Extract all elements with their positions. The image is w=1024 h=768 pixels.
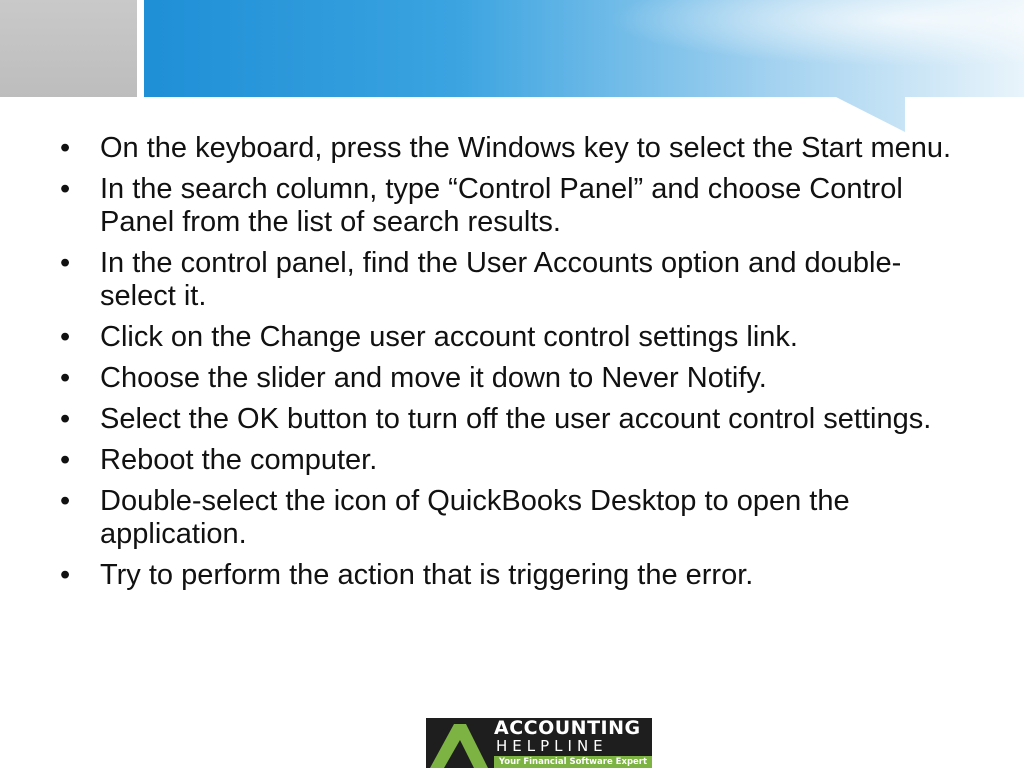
logo-tagline: Your Financial Software Expert [494,756,652,768]
bullet-item: • Choose the slider and move it down to Never Notify. [58,362,958,395]
logo-text-accounting: ACCOUNTING [494,718,641,739]
logo-text-helpline: HELPLINE [496,737,608,755]
bullet-list [58,132,958,600]
bullet-item: • In the control panel, find the User Accounts option and double-select it. [58,247,958,313]
bullet-item: • Reboot the computer. [58,444,958,477]
bullet-item: • Try to perform the action that is triggering the error. [58,559,958,592]
bullet-item: • On the keyboard, press the Windows key to select the Start menu. [58,132,958,165]
accounting-helpline-logo [426,718,652,768]
header-gray-block [0,0,137,97]
header-blue-banner [144,0,1024,132]
bullet-item: • Click on the Change user account control settings link. [58,321,958,354]
bullet-item: • In the search column, type “Control Panel” and choose Control Panel from the list of search results. [58,173,958,239]
bullet-item: • Select the OK button to turn off the user account control settings. [58,403,958,436]
accounting-helpline-a-icon [426,718,492,768]
bullet-item: • Double-select the icon of QuickBooks Desktop to open the application. [58,485,958,551]
